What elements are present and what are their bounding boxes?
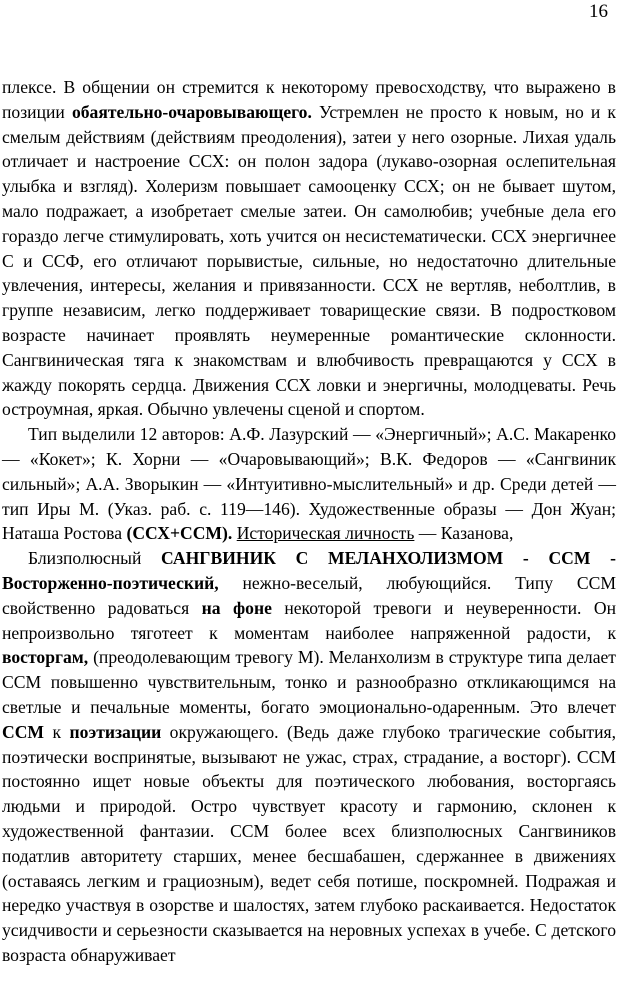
paragraph-ssh-description [2, 75, 616, 422]
text-run: некоторой тревоги и неуверенности. Он непроизвольно тяготеет к моментам наиболее напряженной радости, к [2, 597, 616, 643]
text-run: нежно-веселый, любующийся. Типу ССМ свойственно радоваться [2, 572, 616, 618]
text-run: плексе. В общении он стремится к некоторому превосходству, что выражено в позиции [2, 77, 616, 122]
page-number: 16 [589, 1, 608, 22]
bold-term: восторгам, [2, 647, 89, 668]
text-run: окружающего. (Ведь даже глубоко трагические события, поэтически воспринятые, вызывают не ужас, страх, страдание, а восторг). ССМ постоянно ищет новые объекты для поэтического любования, восторгаясь людьми и природой. Остро чувствует красоту и гармонию, склонен к художественной фантазии. ССМ более всех близполюсных Сангвиников податлив авторитету старших, менее бесшабашен, сдержаннее в движениях (оставаясь легким и грациозным), ведет себя потише, поскромней. Подражая и нередко участвуя в озорстве и шалостях, затем глубоко раскаивается. Недостаток усидчивости и серьезности сказывается на неровных успехах в учебе. С детского возраста обнаруживает [2, 721, 616, 965]
bold-term: (ССХ+ССМ). [126, 523, 233, 544]
bold-term: ССМ [2, 721, 45, 742]
text-run: Близполюсный [28, 548, 162, 569]
text-run: Устремлен не просто к новым, но и к смелым действиям (действиям преодоления), затеи у него озорные. Лихая удаль отличает и настроение ССХ: он полон задора (лукаво-озорная ослепительная улыбка и взгляд). Холеризм повышает самооценку ССХ; он не бывает шутом, мало подражает, а изобретает смелые затеи. Он самолюбив; учебные дела его гораздо легче стимулировать, хоть учится он несистематически. ССХ энергичнее С и ССФ, его отличают порывистые, сильные, но недостаточно длительные увлечения, интересы, желания и привязанности. ССХ не вертляв, неболтлив, в группе независим, легко поддерживает товарищеские связи. В подростковом возрасте начинает проявлять неумеренные романтические склонности. Сангвиническая тяга к знакомствам и влюбчивость превращаются у ССХ в жажду покорять сердца. Движения ССХ ловки и энергичны, молодцеваты. Речь остроумная, яркая. Обычно увлечены сценой и спортом. [2, 101, 616, 420]
paragraph-ssm-description [2, 546, 616, 968]
underlined-term: Историческая личность [236, 523, 415, 544]
bold-term: поэтизации [69, 721, 162, 742]
text-run: — Казанова, [414, 523, 514, 544]
text-run: (преодолевающим тревогу М). Меланхолизм в структуре типа делает ССМ повышенно чувствительным, тонко и разнообразно откликающимся на светлые и печальные моменты, богато эмоционально-одаренным. Это влечет [2, 647, 616, 717]
text-run: к [44, 721, 70, 742]
document-body [2, 75, 616, 968]
bold-term: обаятельно-очаровывающего. [71, 101, 312, 122]
bold-term: САНГВИНИК С МЕЛАНХОЛИЗМОМ - ССМ - Восторженно-поэтический, [2, 548, 616, 593]
bold-term: на фоне [201, 597, 272, 618]
text-run: Тип выделили 12 авторов: А.Ф. Лазурский — «Энергичный»; А.С. Макаренко — «Кокет»; К. Хорни — «Очаровывающий»; В.К. Федоров — «Сангвиник сильный»; А.А. Зворыкин — «Интуитивно-мыслительный» и др. Среди детей — тип Иры М. (Указ. раб. с. 119—146). Художественные образы — Дон Жуан; Наташа Ростова [2, 424, 616, 544]
paragraph-authors [2, 422, 616, 546]
